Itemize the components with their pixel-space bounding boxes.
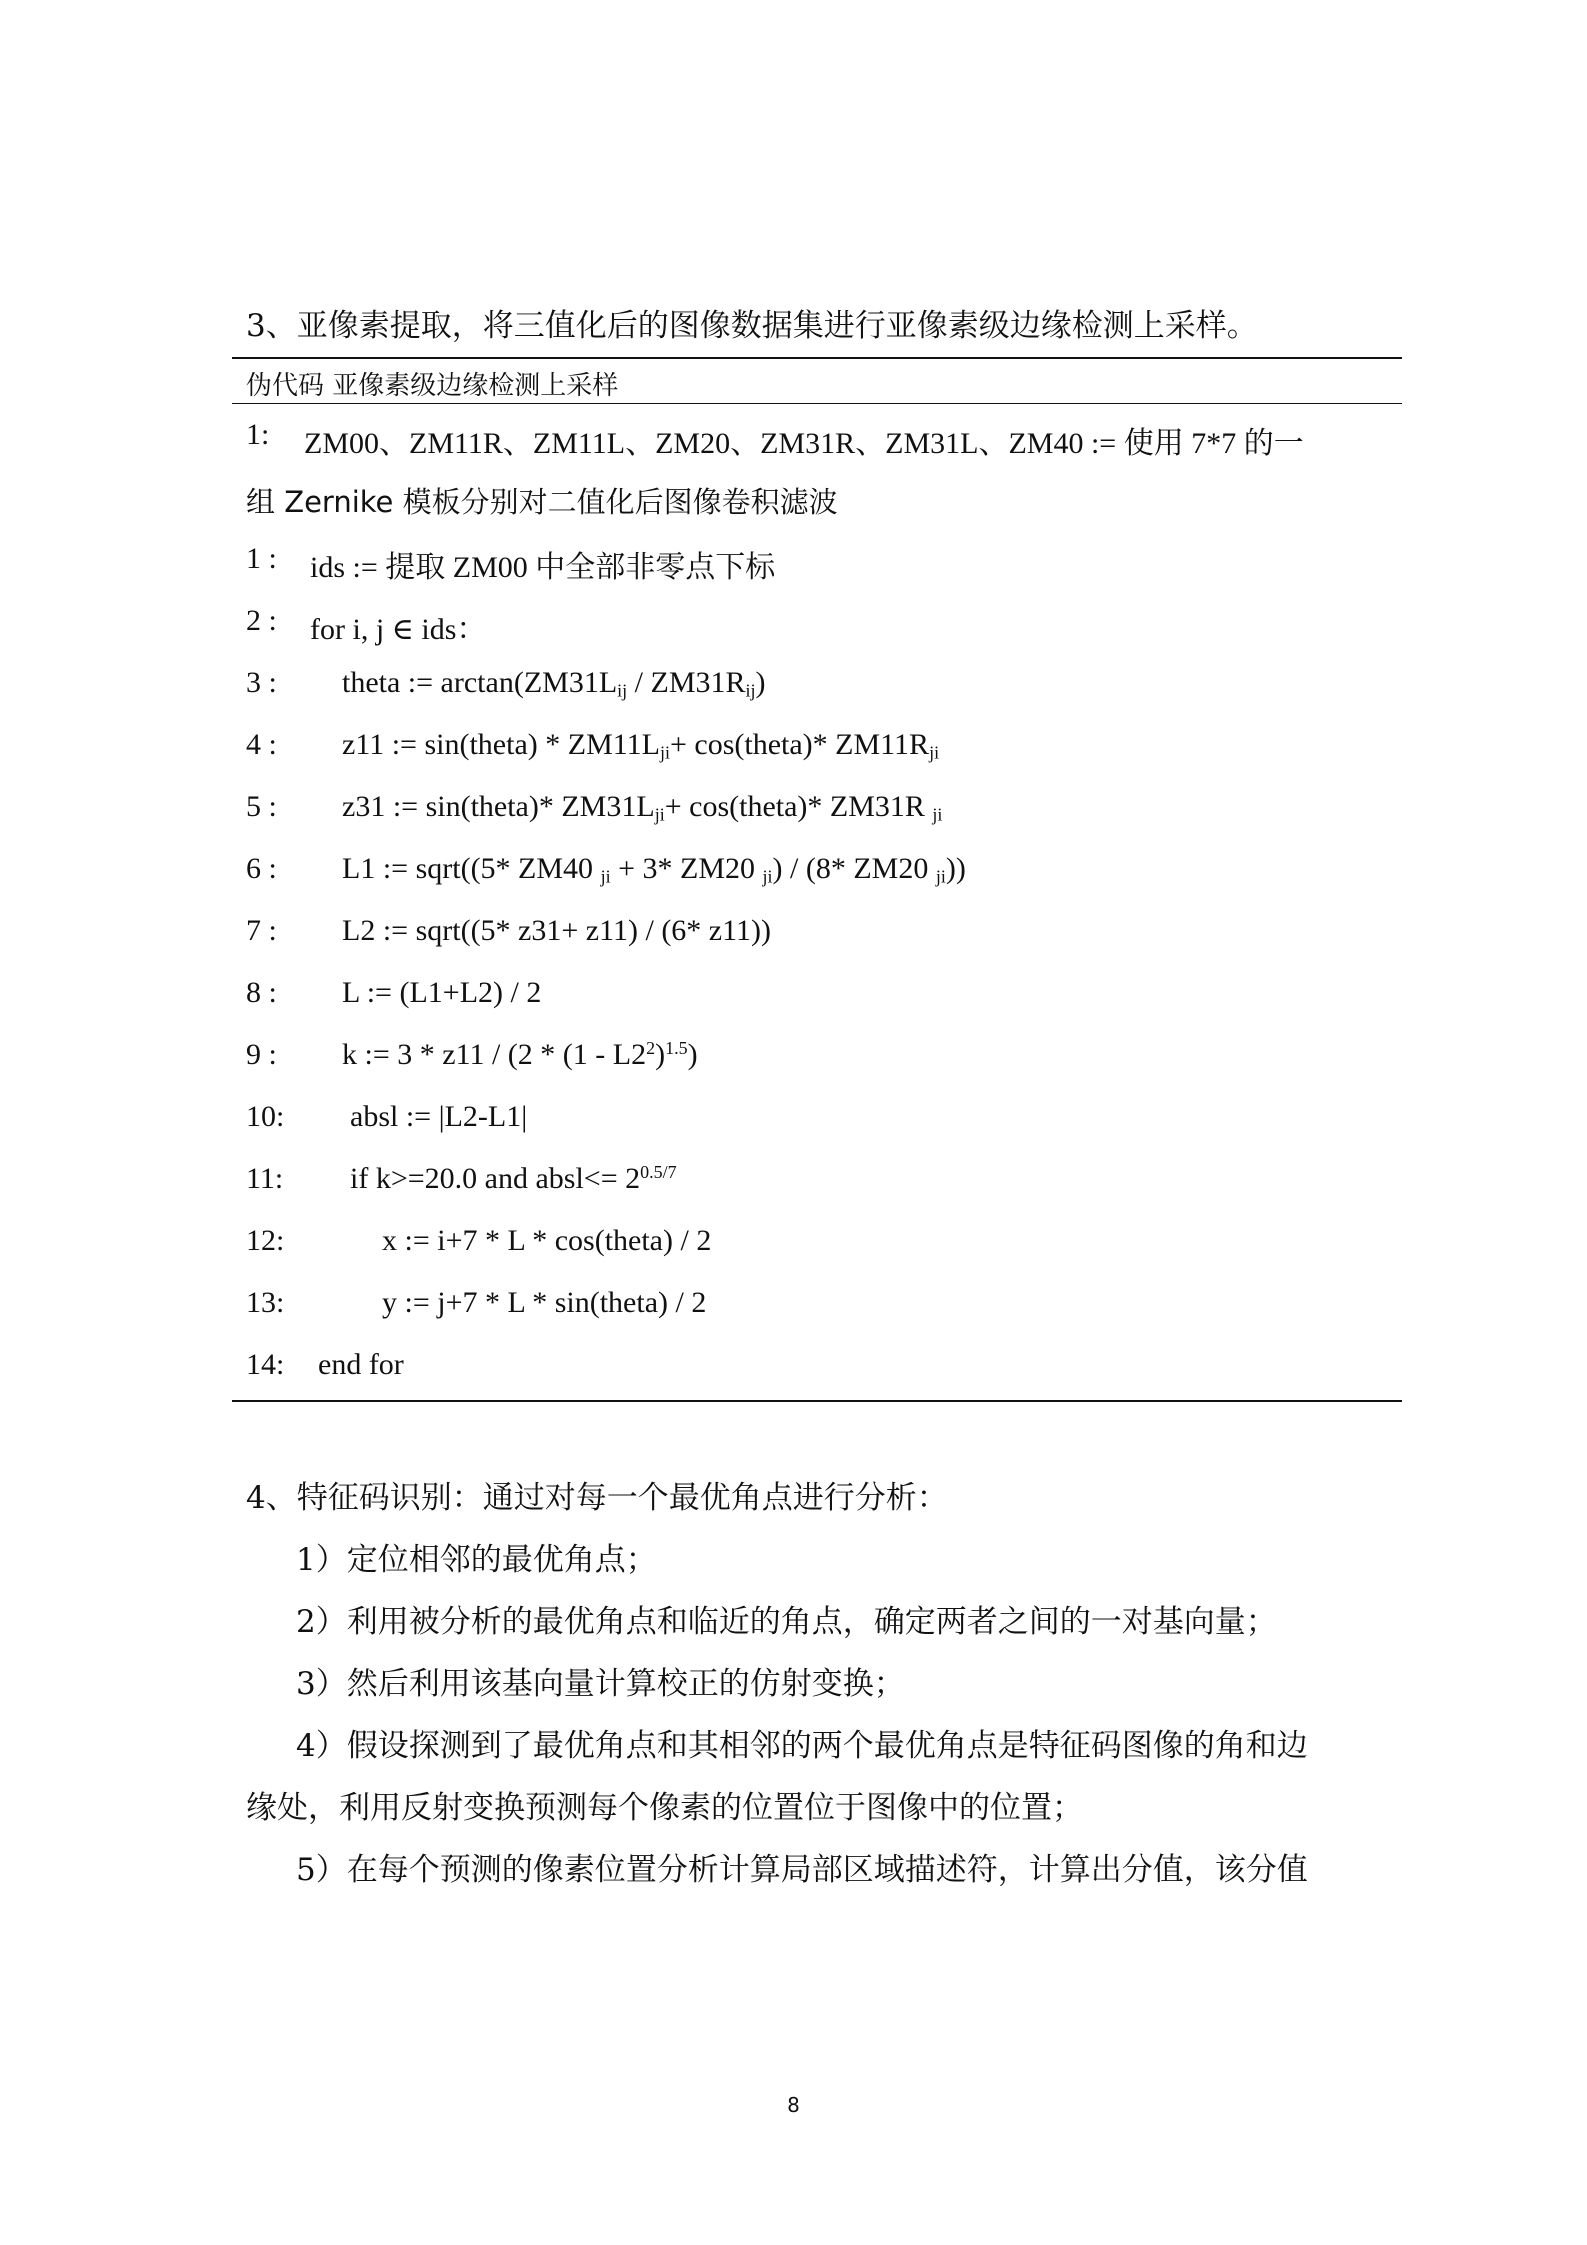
algorithm-caption: 伪代码 亚像素级边缘检测上采样	[246, 371, 619, 401]
code-line-1	[246, 542, 776, 584]
line-number: 14:	[246, 1348, 285, 1381]
code-line-5	[246, 790, 943, 825]
line-number: 8 :	[246, 976, 277, 1009]
line-number: 1 :	[246, 542, 277, 575]
code-line-8	[246, 976, 542, 1010]
line-number: 9 :	[246, 1038, 277, 1071]
line-number: 2 :	[246, 604, 277, 637]
line-text: end for	[318, 1348, 404, 1381]
line-text: 组 Zernike 模板分别对二值化后图像卷积滤波	[246, 485, 838, 519]
algorithm-caption-rule	[232, 403, 1402, 404]
line-number: 7 :	[246, 914, 277, 947]
line-number: 4 :	[246, 728, 277, 761]
code-line-13	[246, 1286, 707, 1320]
line-number: 12:	[246, 1224, 285, 1257]
line-text: ids := 提取 ZM00 中全部非零点下标	[310, 551, 776, 584]
line-text: z31 := sin(theta)* $ZM31L_{ji}+$ cos(theta)* ZM31R $_{ji}$	[342, 790, 943, 825]
line-number: 13:	[246, 1286, 285, 1319]
code-line-6	[246, 852, 966, 887]
code-line-3	[246, 666, 766, 701]
code-line-12	[246, 1224, 712, 1258]
section-4-heading: 4、特征码识别：通过对每一个最优角点进行分析：	[246, 1480, 948, 1516]
line-text: x := i+7 * L * cos(theta) / 2	[382, 1224, 712, 1257]
section-4-item-2: 2）利用被分析的最优角点和临近的角点，确定两者之间的一对基向量；	[296, 1604, 1277, 1640]
algorithm-bottom-rule	[232, 1400, 1402, 1402]
line-number: 10:	[246, 1100, 285, 1133]
line-text: z11 := sin(theta) * $ZM11L_{ji}+$ cos(theta)* $ZM11R_{ji}$	[342, 728, 940, 763]
section-4-item-3: 3）然后利用该基向量计算校正的仿射变换；	[296, 1666, 905, 1702]
line-number: 6 :	[246, 852, 277, 885]
code-line-0-continued	[246, 480, 838, 521]
page-number: 8	[787, 2093, 800, 2117]
code-line-14	[246, 1348, 404, 1382]
line-text: L2 := sqrt((5* z31+ z11) / (6* z11))	[342, 914, 771, 947]
line-number: 3 :	[246, 666, 277, 699]
line-text: if k>=20.0 and absl<= $2^{0.5/7}$	[350, 1162, 677, 1195]
code-line-0	[246, 418, 1304, 460]
line-text: k := $3 * z11 / (2 * (1 - L2^2)^{1.5})$	[342, 1038, 698, 1071]
line-number: 1:	[246, 418, 270, 451]
code-line-2	[246, 604, 487, 646]
section-4-item-4-line-2: 缘处，利用反射变换预测每个像素的位置位于图像中的位置；	[246, 1790, 1083, 1826]
algorithm-top-rule	[232, 357, 1402, 359]
code-line-9	[246, 1038, 698, 1072]
line-text: L1 := sqrt((5* ZM40 $_{ji}$ + 3* ZM20 $_{ji}$) / (8* ZM20 $_{ji}$))	[342, 852, 966, 887]
code-line-10	[246, 1100, 528, 1134]
line-number: 5 :	[246, 790, 277, 823]
code-line-11	[246, 1162, 677, 1196]
section-3-heading: 3、亚像素提取，将三值化后的图像数据集进行亚像素级边缘检测上采样。	[246, 308, 1258, 344]
line-text: for i, j ∈ ids：	[310, 613, 487, 646]
line-text: theta := $\arctan(ZM31L_{ij} / ZM31R_{ij})$	[342, 666, 766, 701]
section-4-item-4-line-1: 4）假设探测到了最优角点和其相邻的两个最优角点是特征码图像的角和边	[296, 1728, 1308, 1764]
line-text: ZM00、ZM11R、ZM11L、ZM20、ZM31R、ZM31L、ZM40 := 使用 7*7 的一	[304, 427, 1304, 460]
code-line-7	[246, 914, 771, 948]
line-text: L := (L1+L2) / 2	[342, 976, 542, 1009]
line-text: absl := |L2-L1|	[350, 1100, 528, 1133]
line-text: y := j+7 * L * sin(theta) / 2	[382, 1286, 707, 1319]
section-4-item-1: 1）定位相邻的最优角点；	[296, 1542, 657, 1578]
line-number: 11:	[246, 1162, 284, 1195]
code-line-4	[246, 728, 940, 763]
section-4-item-5: 5）在每个预测的像素位置分析计算局部区域描述符，计算出分值，该分值	[296, 1852, 1308, 1888]
